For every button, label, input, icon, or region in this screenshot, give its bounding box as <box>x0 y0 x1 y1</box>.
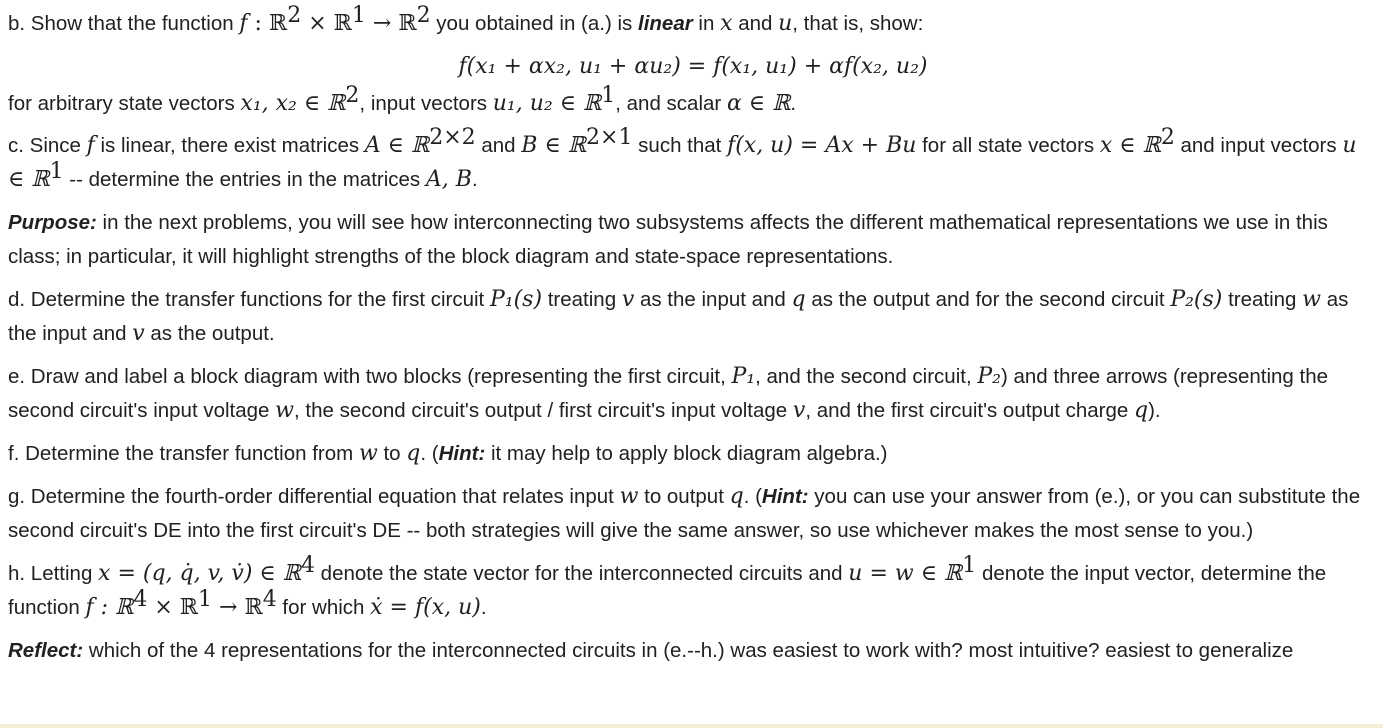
part-g: g. Determine the fourth-order differential equation that relates input w to output q. (Hint: you can use your answer from (e.), or you can substitute the second circuit's DE into the first circuit's DE -- both strategies will give the same answer, so use whichever makes the most sense to you.) <box>8 484 1361 542</box>
part-h: h. Letting x = (q, q̇, v, v̇) ∈ ℝ$^4$ denote the state vector for the interconnected circuits and u = w ∈ ℝ$^1$ denote the input vector, determine the function f : ℝ$^4$ × ℝ$^1$ → ℝ$^4$ for which ẋ = f(x, u). <box>8 553 1327 620</box>
part-b-intro: b. Show that the function f : ℝ$^2$ × ℝ$^1$ → ℝ$^2$ you obtained in (a.) is linear in x and u, that is, show: <box>8 3 924 36</box>
reflect-paragraph: Reflect: which of the 4 representations for the interconnected circuits in (e.--h.) was easiest to work with? most intuitive? easiest to generalize <box>8 639 1294 662</box>
bottom-edge <box>0 724 1383 728</box>
part-b-conditions: for arbitrary state vectors x₁, x₂ ∈ ℝ$^2$, input vectors u₁, u₂ ∈ ℝ$^1$, and scalar α ∈ ℝ. <box>8 83 797 116</box>
part-f: f. Determine the transfer function from w to q. (Hint: it may help to apply block diagram algebra.) <box>8 441 888 466</box>
linear-emphasis: linear <box>638 12 693 35</box>
part-d: d. Determine the transfer functions for the first circuit P₁(s) treating v as the input and q as the output and for the second circuit P₂(s) treating w as the input and v as the output. <box>8 287 1349 346</box>
linearity-equation: f(x₁ + αx₂, u₁ + αu₂) = f(x₁, u₁) + αf(x₂, u₂) <box>458 54 928 79</box>
purpose-paragraph: Purpose: in the next problems, you will see how interconnecting two subsystems affects the different mathematical representations we use in this class; in particular, it will highlight strengths of the block diagram and state-space representations. <box>8 211 1328 268</box>
problem-text <box>8 0 1378 668</box>
part-c: c. Since f is linear, there exist matrices A ∈ ℝ$^{2\times 2}$ and B ∈ ℝ$^{2\times 1}$ such that f(x, u) = Ax + Bu for all state vectors x ∈ ℝ$^2$ and input vectors u ∈ ℝ$^1$ -- determine the entries in the matrices A, B. <box>8 125 1357 192</box>
part-e: e. Draw and label a block diagram with two blocks (representing the first circuit, P₁, and the second circuit, P₂) and three arrows (representing the second circuit's input voltage w, the second circuit's output / first circuit's input voltage v, and the first circuit's output charge q). <box>8 364 1329 423</box>
